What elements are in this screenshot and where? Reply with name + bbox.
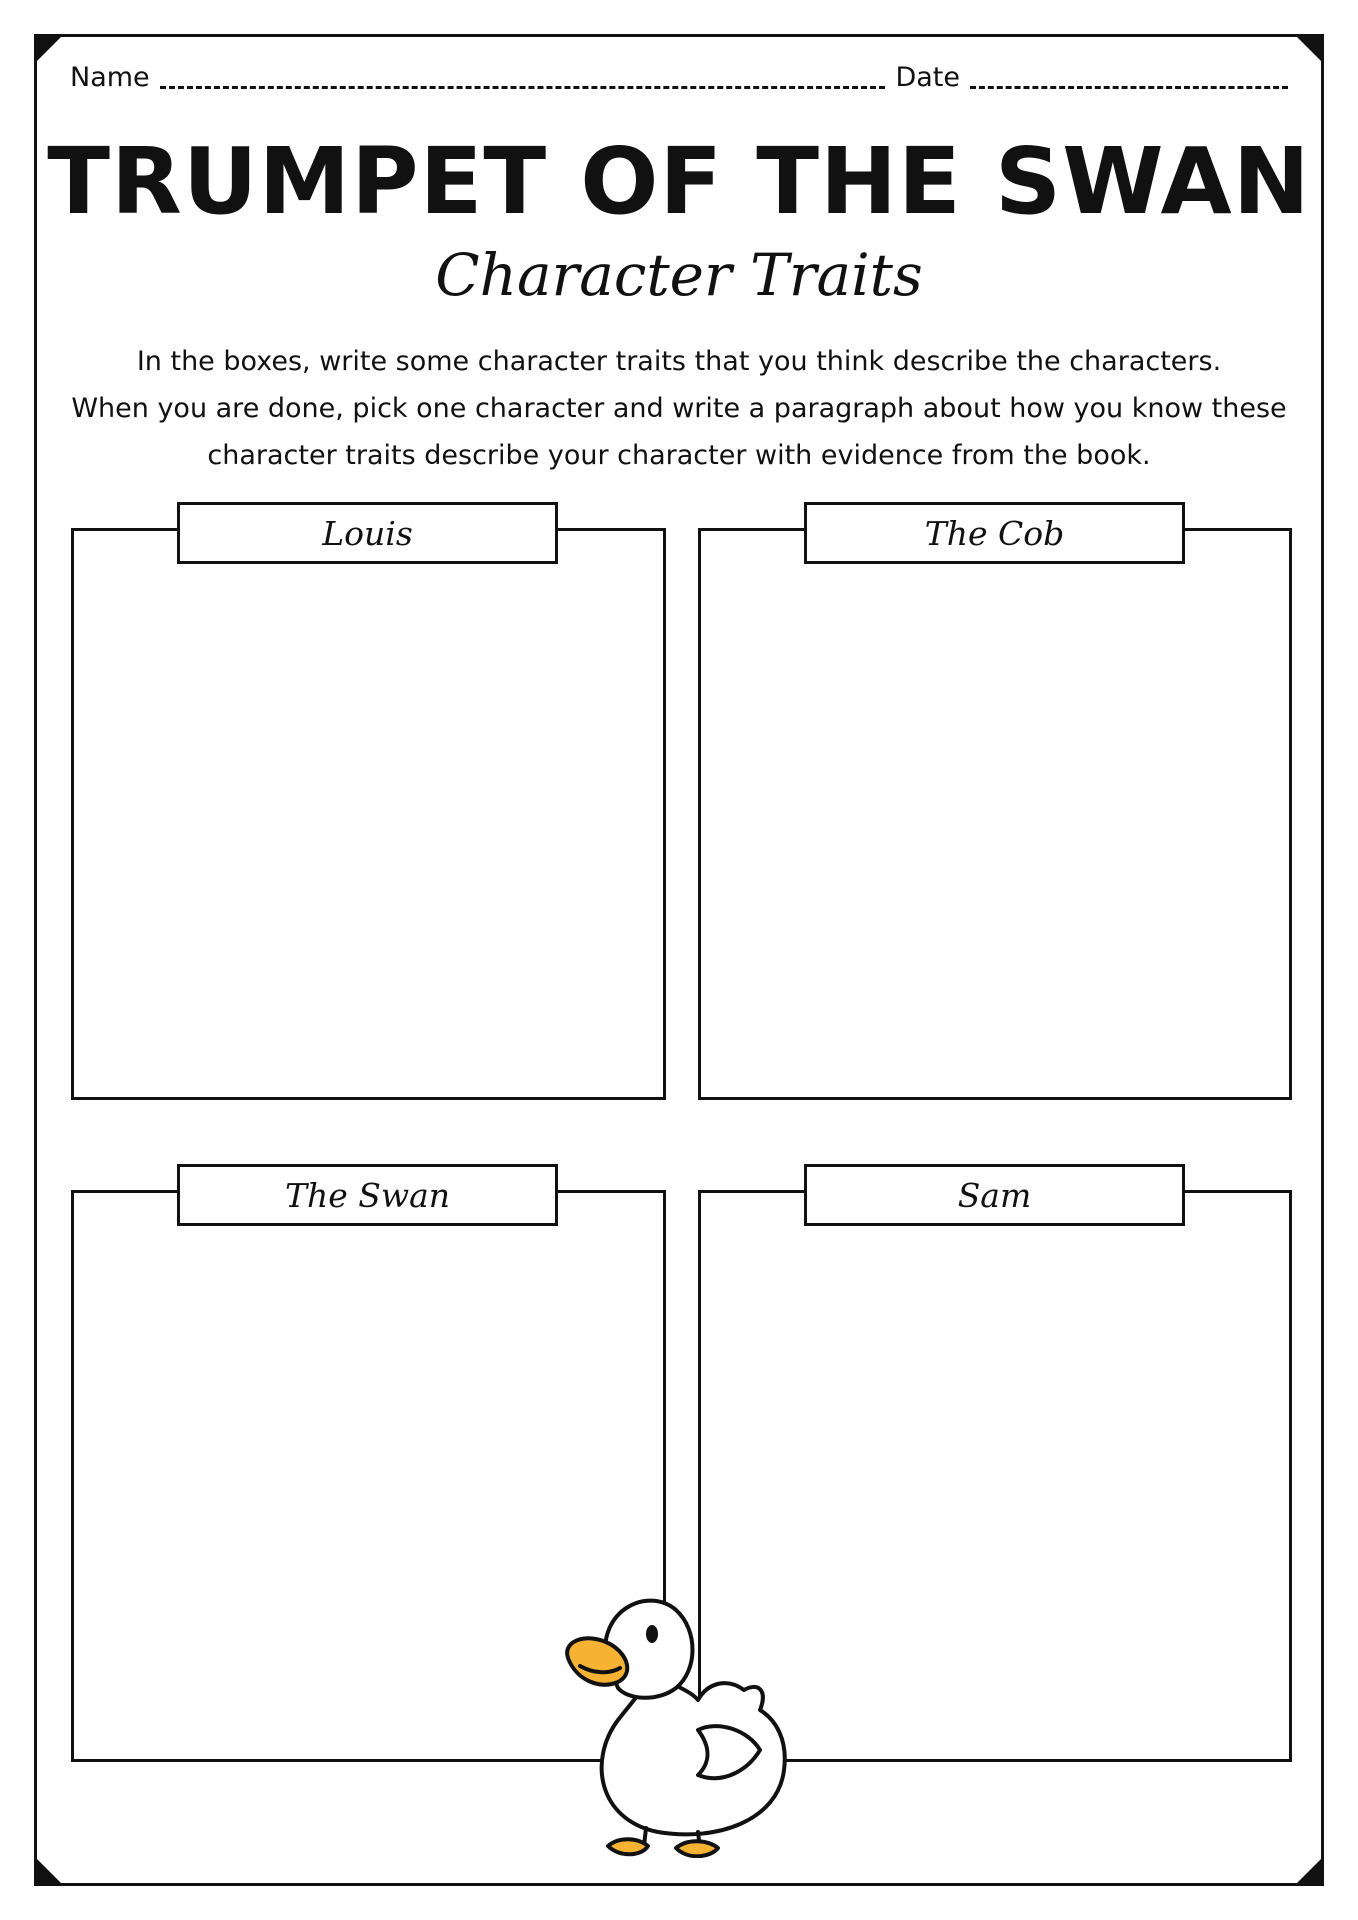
instructions: [60, 338, 1298, 479]
corner-decoration: [34, 1856, 64, 1886]
name-field[interactable]: [160, 64, 886, 89]
duck-icon: [548, 1570, 812, 1858]
instruction-line: In the boxes, write some character traits that you think describe the characters.: [136, 346, 1222, 377]
page-title: TRUMPET OF THE SWAN: [47, 128, 1311, 235]
character-label-the-swan: The Swan: [177, 1164, 558, 1226]
corner-decoration: [34, 34, 64, 64]
trait-box-louis[interactable]: [71, 528, 666, 1100]
trait-box-the-cob[interactable]: [698, 528, 1292, 1100]
corner-decoration: [1294, 1856, 1324, 1886]
name-label: Name: [70, 62, 150, 93]
date-field[interactable]: [970, 64, 1288, 89]
instruction-line: When you are done, pick one character and write a paragraph about how you know these character traits describe your character with evidence from the book.: [71, 393, 1287, 471]
corner-decoration: [1294, 34, 1324, 64]
page-subtitle: Character Traits: [435, 241, 923, 309]
name-date-row: [70, 62, 1288, 93]
character-label-sam: Sam: [804, 1164, 1185, 1226]
character-label-the-cob: The Cob: [804, 502, 1185, 564]
date-label: Date: [895, 62, 960, 93]
character-label-louis: Louis: [177, 502, 558, 564]
